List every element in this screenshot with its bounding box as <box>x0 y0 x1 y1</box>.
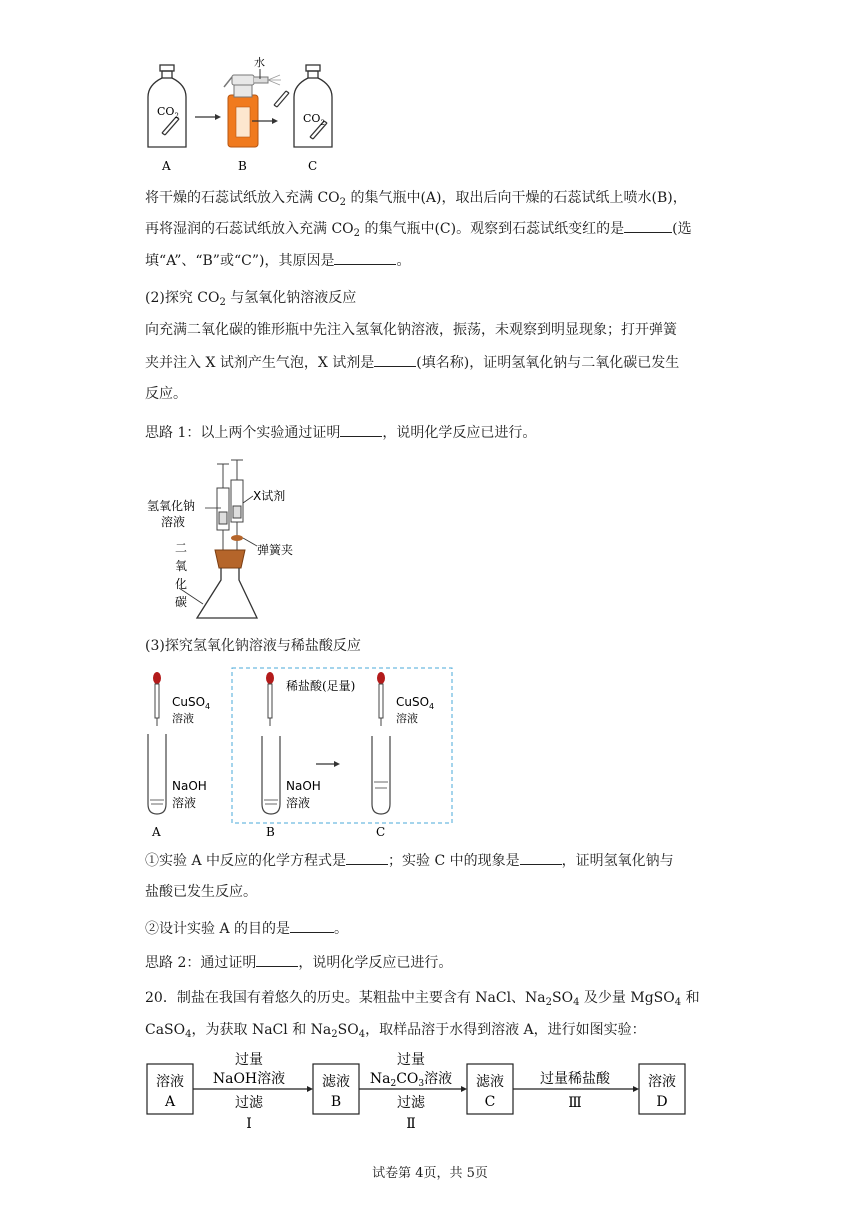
arrow1-bottom-2: Ⅰ <box>246 1116 252 1132</box>
test-tube-c <box>372 736 390 814</box>
answer-blank[interactable] <box>290 918 334 933</box>
idea2-line: 思路 2：通过证明 ，说明化学反应已进行。 <box>145 952 452 973</box>
dropper-a <box>153 672 161 726</box>
hcl-label: 稀盐酸(足量) <box>286 679 356 693</box>
answer-blank[interactable] <box>374 352 416 367</box>
box3-letter: C <box>484 1094 496 1110</box>
fig3-label-b: B <box>266 825 275 839</box>
co2-label-a: $CO_2$ <box>157 105 179 120</box>
litmus-paper-b <box>274 91 289 107</box>
box4-letter: D <box>656 1094 668 1110</box>
test-tube-b <box>262 736 280 814</box>
question-20-line2: CaSO$_4$，为获取 NaCl 和 $Na_2SO_4$，取样品溶于水得到溶液 A，进行如图实验： <box>145 1022 646 1040</box>
process-flow-diagram <box>145 1046 700 1146</box>
cuso4-label-a: CuSO$_4$ <box>172 695 211 711</box>
answer-blank[interactable] <box>340 422 382 437</box>
solution-label-a: 溶液 <box>172 712 194 725</box>
spring-clip-label: 弹簧夹 <box>257 543 294 557</box>
fig3-label-c: C <box>376 825 386 839</box>
question-1-line2: 盐酸已发生反应。 <box>145 884 257 900</box>
cuso4-label-c: CuSO$_4$ <box>396 695 435 711</box>
co2-label-c: $CO_2$ <box>303 112 325 127</box>
box1-letter: A <box>164 1094 176 1110</box>
para2-line1: 向充满二氧化碳的锥形瓶中先注入氢氧化钠溶液，振荡，未观察到明显现象；打开弹簧 <box>145 322 677 338</box>
answer-blank[interactable] <box>256 952 298 967</box>
arrow2-top-2: $Na_2CO_3$溶液 <box>369 1071 453 1089</box>
arrow2-top-1: 过量 <box>397 1052 425 1068</box>
dropper-c <box>377 672 385 726</box>
arrow2-bottom-2: Ⅱ <box>406 1116 416 1132</box>
answer-blank[interactable] <box>624 218 672 233</box>
section3-heading: (3)探究氢氧化钠溶液与稀盐酸反应 <box>145 638 361 654</box>
box4-text: 溶液 <box>648 1074 676 1090</box>
naoh-label-2: 溶液 <box>161 515 186 529</box>
arrow1-top-1: 过量 <box>235 1052 263 1068</box>
box2-letter: B <box>330 1094 342 1110</box>
litmus-co2-figure <box>140 55 350 180</box>
answer-blank[interactable] <box>334 250 396 265</box>
question-2-line: ②设计实验 A 的目的是 。 <box>145 918 348 939</box>
naoh-solution-b: 溶液 <box>286 796 311 810</box>
para2-line3: 反应。 <box>145 386 187 402</box>
dropper-b <box>266 672 274 726</box>
idea1-line: 思路 1：以上两个实验通过证明 ，说明化学反应已进行。 <box>145 422 536 443</box>
co2-vertical-4: 碳 <box>175 595 188 609</box>
question-1-line1: ①实验 A 中反应的化学方程式是 ；实验 C 中的现象是 ，证明氢氧化钠与 <box>145 850 674 871</box>
section2-heading: (2)探究 $CO_2$ 与氢氧化钠溶液反应 <box>145 290 357 308</box>
spray-bottle-b <box>224 75 281 147</box>
test-tube-a <box>148 734 166 814</box>
water-label: 水 <box>254 56 265 69</box>
flask-syringe-figure <box>145 458 315 628</box>
co2-vertical-1: 二 <box>175 541 188 555</box>
conical-flask <box>197 568 257 618</box>
para2-line2: 夹并注入 X 试剂产生气泡，X 试剂是 (填名称)，证明氢氧化钠与二氧化碳已发生 <box>145 352 679 373</box>
box2-text: 滤液 <box>322 1074 350 1090</box>
answer-blank[interactable] <box>346 850 388 865</box>
fig1-label-c: C <box>308 159 318 173</box>
para1-line1: 将干燥的石蕊试纸放入充满 $CO_2$ 的集气瓶中(A)，取出后向干燥的石蕊试纸上喷水(B)， <box>145 190 687 208</box>
co2-vertical-3: 化 <box>175 577 188 591</box>
para1-line2: 再将湿润的石蕊试纸放入充满 $CO_2$ 的集气瓶中(C)。观察到石蕊试纸变红的是 (选 <box>145 218 692 239</box>
x-reagent-label: X试剂 <box>253 489 286 503</box>
answer-blank[interactable] <box>520 850 562 865</box>
arrow1-top-2: NaOH溶液 <box>212 1071 286 1087</box>
question-20-line1: 20．制盐在我国有着悠久的历史。某粗盐中主要含有 NaCl、$Na_2SO_4$ 及少量 MgSO$_4$ 和 <box>145 990 700 1008</box>
arrow3-bottom: Ⅲ <box>568 1095 582 1111</box>
spring-clip <box>231 535 243 541</box>
fig3-label-a: A <box>152 825 161 839</box>
co2-vertical-2: 氧 <box>175 559 188 573</box>
solution-label-c: 溶液 <box>396 712 418 725</box>
naoh-label-1: 氢氧化钠 <box>147 499 196 513</box>
box1-text: 溶液 <box>156 1074 184 1090</box>
fig1-label-a: A <box>162 159 171 173</box>
box3-text: 滤液 <box>476 1074 504 1090</box>
para1-line3: 填“A”、“B”或“C”)，其原因是 。 <box>145 250 410 271</box>
arrow1-bottom-1: 过滤 <box>235 1095 263 1111</box>
naoh-syringe <box>217 464 229 550</box>
fig1-label-b: B <box>238 159 247 173</box>
test-tube-figure <box>140 664 460 842</box>
rubber-stopper <box>215 550 245 568</box>
page-footer: 试卷第 4页，共 5页 <box>372 1166 488 1181</box>
arrow2-bottom-1: 过滤 <box>397 1095 425 1111</box>
naoh-label-b: NaOH <box>286 779 321 793</box>
arrow3-top: 过量稀盐酸 <box>540 1071 610 1087</box>
naoh-solution-a: 溶液 <box>172 796 197 810</box>
gas-bottle-c <box>294 65 332 147</box>
naoh-label-a: NaOH <box>172 779 207 793</box>
